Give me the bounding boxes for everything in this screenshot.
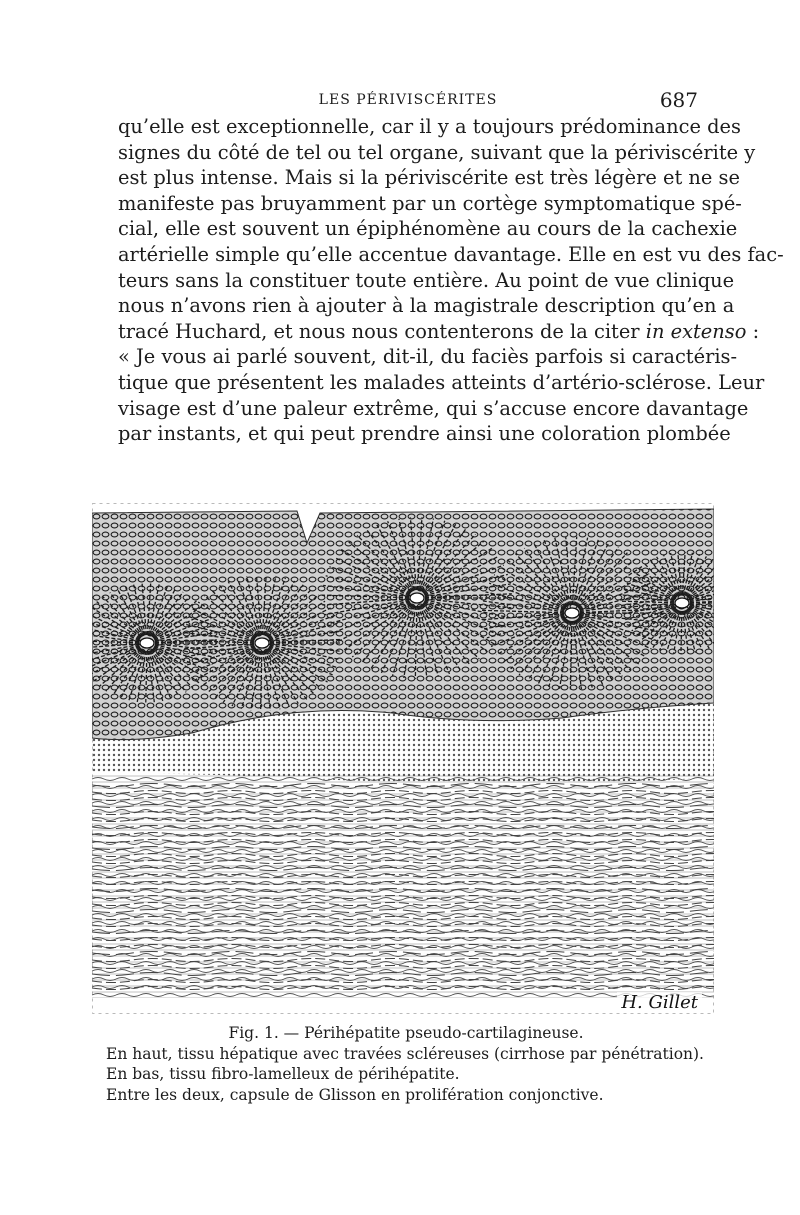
italic-phrase: in extenso <box>645 319 747 343</box>
text-line: manifeste pas bruyamment par un cortège symptomatique spé- <box>118 191 742 215</box>
text-segment: tracé Huchard, et nous nous contenterons de la citer <box>118 319 640 343</box>
text-line: cial, elle est souvent un épiphénomène au cours de la cachexie <box>118 217 738 241</box>
text-line: « Je vous ai parlé souvent, dit-il, du faciès parfois si caractéris- <box>118 345 738 369</box>
text-line: signes du côté de tel ou tel organe, suivant que la périviscérite y <box>118 140 756 164</box>
text-line: nous n’avons rien à ajouter à la magistrale description qu’en a <box>118 294 735 318</box>
text-line: teurs sans la constituer toute entière. Au point de vue clinique <box>118 268 735 292</box>
text-line: par instants, et qui peut prendre ainsi une coloration plombée <box>118 422 731 446</box>
page-header <box>118 88 698 112</box>
caption-line: En haut, tissu hépatique avec travées scléreuses (cirrhose par pénétration). <box>106 1044 704 1063</box>
page-number: 687 <box>659 88 698 112</box>
text-line: artérielle simple qu’elle accentue davantage. Elle en est vu des fac- <box>118 242 784 266</box>
text-line: est plus intense. Mais si la périviscérite est très légère et ne se <box>118 166 740 190</box>
caption-line: En bas, tissu fibro-lamelleux de périhépatite. <box>106 1065 460 1083</box>
caption-line: Entre les deux, capsule de Glisson en prolifération conjonctive. <box>106 1085 604 1104</box>
body-text <box>118 114 784 447</box>
text-line-with-italic <box>118 319 760 345</box>
running-title: LES PÉRIVISCÉRITES <box>318 92 498 108</box>
text-line: visage est d’une paleur extrême, qui s’accuse encore davantage <box>118 396 749 420</box>
engraver-signature: H. Gillet <box>617 992 702 1013</box>
histology-engraving <box>92 503 714 1015</box>
engraving-illustration <box>92 503 714 1015</box>
caption-title: Fig. 1. — Périhépatite pseudo-cartilagineuse. <box>228 1024 584 1042</box>
colon: : <box>752 319 760 343</box>
text-line: qu’elle est exceptionnelle, car il y a toujours prédominance des <box>118 115 741 138</box>
figure-caption <box>106 1023 706 1105</box>
text-line: tique que présentent les malades atteints d’artério-sclérose. Leur <box>118 370 765 394</box>
